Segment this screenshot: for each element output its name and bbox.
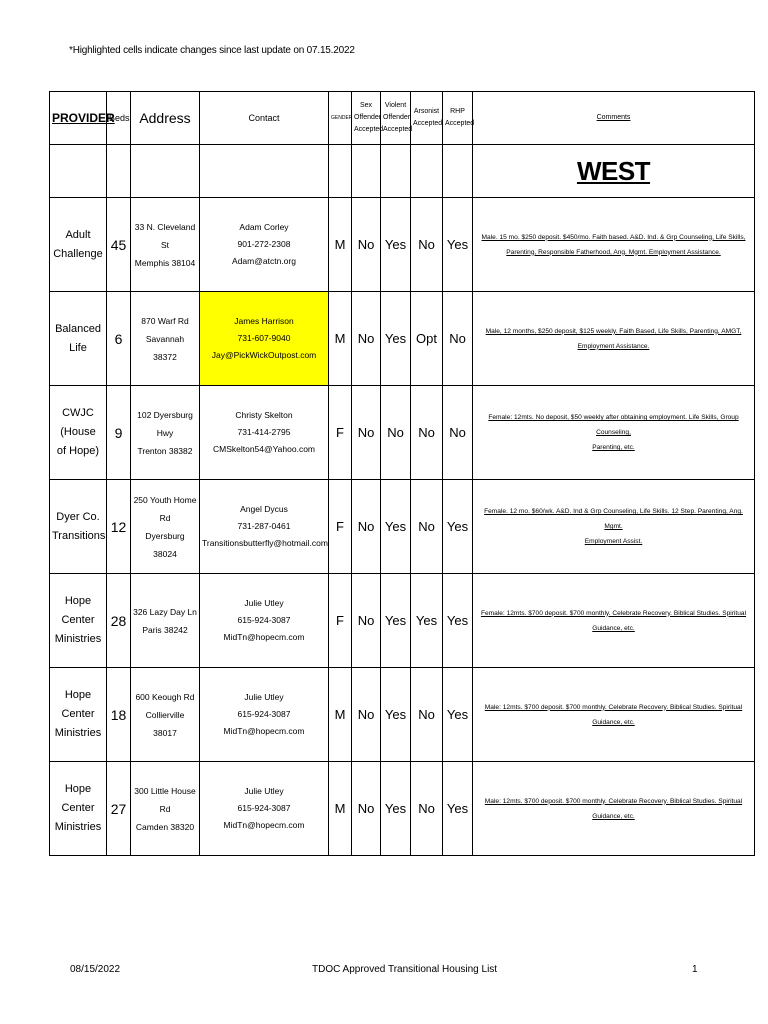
address-line: 250 Youth Home Rd [133, 494, 197, 523]
arsonist-cell: Yes [411, 574, 443, 668]
header-sex-offender [352, 92, 384, 145]
table-row [50, 480, 755, 574]
contact-cell [200, 668, 329, 762]
address-line: 870 Warf Rd [141, 315, 189, 326]
beds-cell: 18 [107, 668, 131, 762]
contact-line: Jay@PickWickOutpost.com [211, 350, 317, 360]
provider-cell [50, 198, 107, 292]
comment-line [475, 621, 752, 636]
comment-text: Male: 12mts. $700 deposit. $700 monthly. Celebrate Recovery. Biblical Studies. Spiritual [484, 703, 743, 711]
contact-line: Transitionsbutterfly@hotmail.com [202, 538, 328, 548]
comment-text: Male: 12mts. $700 deposit. $700 monthly. Celebrate Recovery. Biblical Studies. Spiritual [484, 797, 743, 805]
header-arsonist-line: Arsonist [413, 108, 440, 115]
violent-offender-cell: Yes [381, 198, 411, 292]
provider-cell [50, 480, 107, 574]
provider-cell [50, 762, 107, 856]
provider-name-line: Challenge [53, 247, 103, 260]
violent-offender-cell: No [381, 386, 411, 480]
footer-title: TDOC Approved Transitional Housing List [312, 964, 498, 975]
header-address: Address [131, 92, 200, 145]
comment-text: Female: 12mts. No deposit, $50 weekly after obtaining employment. Life Skills, Group Counseling, [488, 414, 739, 436]
arsonist-cell: No [411, 198, 443, 292]
gender-cell: F [329, 386, 352, 480]
arsonist-cell: Opt [411, 292, 443, 386]
table-row [50, 762, 755, 856]
header-comments: Comments [473, 92, 755, 145]
comments-cell [473, 386, 755, 480]
contact-line: 615-924-3087 [237, 615, 291, 625]
header-contact: Contact [200, 92, 329, 145]
comment-line [475, 440, 752, 455]
contact-cell [200, 480, 329, 574]
rhp-cell: Yes [443, 198, 473, 292]
rhp-cell: No [443, 386, 473, 480]
table-row [50, 386, 755, 480]
violent-offender-cell: Yes [381, 762, 411, 856]
comment-line [475, 794, 752, 809]
gender-cell: M [329, 292, 352, 386]
provider-name-line: Hope Center [61, 783, 95, 814]
comment-text: Guidance, etc. [592, 718, 635, 726]
comments-cell [473, 762, 755, 856]
sex-offender-cell: No [352, 198, 381, 292]
sex-offender-cell: No [352, 574, 381, 668]
comment-text: Female. 12 mo. $60/wk. A&D. Ind & Grp Counseling, Life Skills. 12 Step. Parenting, Ang. Mgmt. [484, 508, 743, 530]
comment-text: Male, 12 months, $250 deposit, $125 weekly. Faith Based, Life Skills, Parenting, AMGT, [485, 327, 742, 335]
region-title: WEST [576, 155, 651, 186]
comments-cell [473, 292, 755, 386]
table-row [50, 292, 755, 386]
header-rhp [443, 92, 473, 145]
contact-line: 731-607-9040 [237, 333, 291, 343]
comment-text: Female: 12mts. $700 deposit. $700 monthly. Celebrate Recovery. Biblical Studies. Spiritual [480, 609, 747, 617]
comment-text: Employment Assist. [584, 538, 643, 545]
provider-cell [50, 574, 107, 668]
provider-name-line: Dyer Co. [56, 510, 100, 523]
beds-cell: 28 [107, 574, 131, 668]
address-line: 326 Lazy Day Ln [133, 606, 197, 617]
address-line: Paris 38242 [142, 624, 188, 635]
address-cell [131, 668, 200, 762]
comment-text: Guidance, etc. [592, 624, 635, 632]
contact-line: 615-924-3087 [237, 709, 291, 719]
header-sex-offender-line: Accepted [354, 126, 384, 133]
contact-cell [200, 762, 329, 856]
contact-cell [200, 292, 329, 386]
address-line: Dyersburg 38024 [145, 530, 185, 559]
provider-name-line: CWJC (House [60, 407, 96, 438]
provider-name-line: Transitions [52, 529, 106, 542]
arsonist-cell: No [411, 480, 443, 574]
header-beds: Beds [107, 92, 131, 145]
sex-offender-cell: No [352, 668, 381, 762]
address-cell [131, 292, 200, 386]
comments-cell [473, 480, 755, 574]
comment-line [475, 410, 752, 440]
header-sex-offender-line: Offender [354, 114, 382, 121]
comment-text: Employment Assistance. [577, 342, 650, 350]
header-row [50, 92, 755, 145]
address-line: 300 Little House Rd [134, 785, 196, 814]
address-cell [131, 198, 200, 292]
contact-line: 731-287-0461 [237, 521, 291, 531]
header-rhp-line: Accepted [445, 120, 475, 127]
provider-name-line: of Hope) [56, 445, 100, 457]
provider-name-line: Balanced Life [55, 322, 101, 354]
table-row [50, 198, 755, 292]
contact-line: 615-924-3087 [237, 803, 291, 813]
gender-cell: M [329, 762, 352, 856]
contact-line: CMSkelton54@Yahoo.com [212, 444, 316, 454]
contact-line: 901-272-2308 [237, 239, 291, 249]
header-violent-offender [381, 92, 411, 145]
rhp-cell: Yes [443, 574, 473, 668]
sex-offender-cell: No [352, 762, 381, 856]
contact-line: Julie Utley [244, 692, 284, 702]
comment-text: Guidance, etc. [592, 812, 635, 820]
violent-offender-cell: Yes [381, 668, 411, 762]
contact-line: Adam Corley [239, 222, 289, 232]
comment-line [475, 809, 752, 824]
comment-text: Parenting, etc. [592, 444, 635, 451]
header-violent-line: Offender [383, 114, 411, 121]
contact-line: MidTn@hopecm.com [223, 632, 305, 642]
rhp-cell: Yes [443, 762, 473, 856]
provider-name-line: Ministries [54, 821, 102, 833]
beds-cell: 45 [107, 198, 131, 292]
provider-cell [50, 668, 107, 762]
address-line: 600 Keough Rd [135, 691, 195, 702]
comment-text: Parenting, Responsible Fatherhood, Ang. Mgmt. Employment Assistance. [506, 248, 721, 256]
comments-cell [473, 198, 755, 292]
address-line: Savannah 38372 [145, 333, 185, 362]
header-sex-offender-line: Sex [359, 102, 373, 109]
rhp-cell: No [443, 292, 473, 386]
address-cell [131, 386, 200, 480]
highlight-note: *Highlighted cells indicate changes since last update on 07.15.2022 [69, 45, 355, 56]
provider-name-line: Hope Center [61, 595, 95, 626]
beds-cell: 12 [107, 480, 131, 574]
sex-offender-cell: No [352, 292, 381, 386]
comment-line [475, 606, 752, 621]
contact-cell [200, 574, 329, 668]
header-violent-line: Violent [384, 102, 407, 109]
contact-cell [200, 386, 329, 480]
provider-name-line: Ministries [54, 727, 102, 739]
rhp-cell: Yes [443, 480, 473, 574]
contact-cell [200, 198, 329, 292]
header-rhp-line: RHP [450, 108, 465, 115]
arsonist-cell: No [411, 762, 443, 856]
gender-cell: F [329, 574, 352, 668]
contact-line: Julie Utley [244, 786, 284, 796]
gender-cell: M [329, 198, 352, 292]
provider-name-line: Hope Center [61, 689, 95, 720]
table-row [50, 668, 755, 762]
address-line: Trenton 38382 [137, 445, 193, 456]
header-arsonist [411, 92, 443, 145]
comments-cell [473, 668, 755, 762]
arsonist-cell: No [411, 668, 443, 762]
header-gender: GENDER [329, 92, 352, 145]
footer-page-number: 1 [692, 964, 698, 975]
beds-cell: 27 [107, 762, 131, 856]
rhp-cell: Yes [443, 668, 473, 762]
arsonist-cell: No [411, 386, 443, 480]
header-violent-line: Accepted [383, 126, 413, 133]
comments-cell [473, 574, 755, 668]
comment-line [475, 245, 752, 260]
table-row [50, 574, 755, 668]
provider-cell [50, 386, 107, 480]
contact-line: MidTn@hopecm.com [223, 820, 305, 830]
comment-text: Male. 15 mo. $250 deposit. $450/mo. Faith based. A&D. Ind. & Grp Counseling, Life Skills, [481, 233, 746, 241]
address-line: Collierville 38017 [145, 709, 185, 738]
beds-cell: 9 [107, 386, 131, 480]
address-line: Camden 38320 [135, 821, 195, 832]
comment-line [475, 339, 752, 354]
header-arsonist-line: Accepted [413, 120, 443, 127]
provider-name-line: Adult [65, 228, 91, 241]
comment-line [475, 504, 752, 534]
contact-line: Christy Skelton [235, 410, 293, 420]
address-cell [131, 480, 200, 574]
address-line: 33 N. Cleveland St [134, 221, 196, 250]
header-provider: PROVIDER [50, 92, 107, 145]
comment-line [475, 534, 752, 549]
address-line: 102 Dyersburg Hwy [137, 409, 193, 438]
comment-line [475, 324, 752, 339]
gender-cell: M [329, 668, 352, 762]
sex-offender-cell: No [352, 386, 381, 480]
region-row [50, 145, 755, 198]
provider-name-line: Ministries [54, 633, 102, 645]
address-cell [131, 762, 200, 856]
beds-cell: 6 [107, 292, 131, 386]
violent-offender-cell: Yes [381, 292, 411, 386]
violent-offender-cell: Yes [381, 574, 411, 668]
gender-cell: F [329, 480, 352, 574]
contact-line: James Harrison [234, 316, 294, 326]
contact-line: Adam@atctn.org [232, 256, 296, 266]
comment-line [475, 715, 752, 730]
housing-table [49, 91, 755, 856]
contact-line: Julie Utley [244, 598, 284, 608]
comment-line [475, 230, 752, 245]
contact-line: Angel Dycus [240, 504, 288, 514]
contact-line: 731-414-2795 [237, 427, 291, 437]
footer-date: 08/15/2022 [70, 964, 121, 975]
contact-line: MidTn@hopecm.com [223, 726, 305, 736]
violent-offender-cell: Yes [381, 480, 411, 574]
address-cell [131, 574, 200, 668]
provider-cell [50, 292, 107, 386]
sex-offender-cell: No [352, 480, 381, 574]
address-line: Memphis 38104 [134, 257, 196, 268]
comment-line [475, 700, 752, 715]
